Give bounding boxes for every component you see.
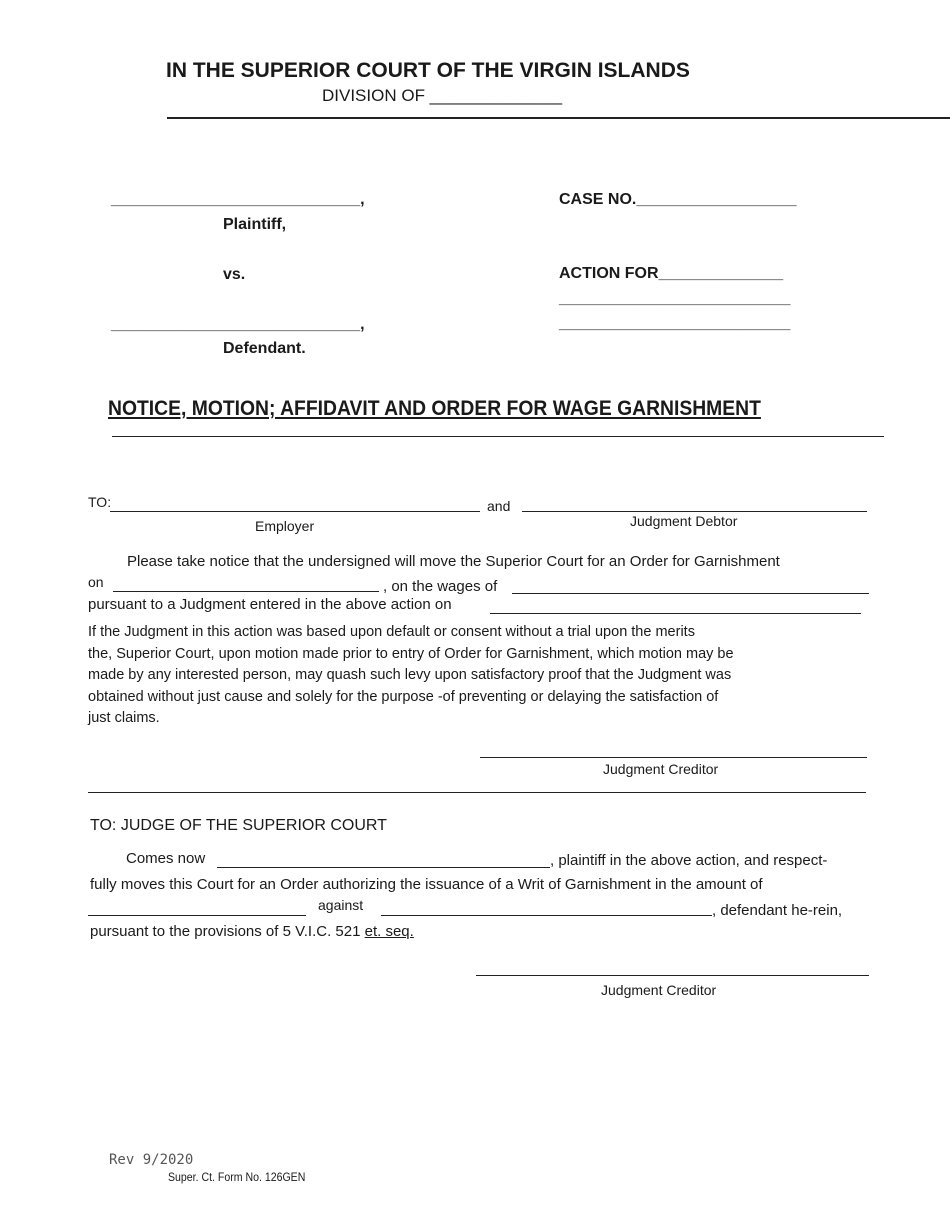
and-label: and xyxy=(487,498,511,514)
pursuant-provisions xyxy=(90,923,414,940)
plaintiff-name-field[interactable] xyxy=(217,867,550,868)
comes-now-label: Comes now xyxy=(126,850,206,867)
employer-field[interactable] xyxy=(110,511,480,512)
garnishment-date-field[interactable] xyxy=(113,591,379,592)
notice-line-1: Please take notice that the undersigned will move the Superior Court for an Order for Garnishment xyxy=(127,553,780,570)
vs-label: vs. xyxy=(223,266,246,283)
title-rule xyxy=(112,436,884,437)
judgment-debtor-label: Judgment Debtor xyxy=(630,513,738,529)
wages-of-label: , on the wages of xyxy=(383,578,498,595)
action-for-field[interactable]: ACTION FOR______________ xyxy=(559,265,784,282)
pursuant-label: pursuant to a Judgment entered in the above action on xyxy=(88,596,452,613)
quash-line-3: made by any interested person, may quash such levy upon satisfactory proof that the Judgment was xyxy=(88,667,732,683)
et-seq-text: et. seq. xyxy=(364,923,414,940)
creditor-label-1: Judgment Creditor xyxy=(603,761,719,777)
employer-label: Employer xyxy=(255,518,315,534)
defendant-text: , defendant he-rein, xyxy=(712,902,843,919)
quash-line-4: obtained without just cause and solely for the purpose -of preventing or delaying the satisfaction of xyxy=(88,688,719,705)
case-number-field[interactable]: CASE NO.__________________ xyxy=(559,191,797,208)
quash-paragraph xyxy=(88,622,734,730)
creditor-signature-line-2[interactable] xyxy=(476,975,869,976)
division-label: DIVISION OF ______________ xyxy=(322,86,563,105)
garnishment-amount-field[interactable] xyxy=(88,915,306,916)
action-for-line-3[interactable]: __________________________ xyxy=(559,315,791,332)
defendant-name-field[interactable] xyxy=(381,915,712,916)
wages-of-field[interactable] xyxy=(512,593,869,594)
section-divider xyxy=(88,792,866,793)
revision-date: Rev 9/2020 xyxy=(109,1152,194,1168)
to-label: TO: xyxy=(88,494,112,510)
against-label: against xyxy=(318,897,364,913)
action-for-line-2[interactable]: __________________________ xyxy=(559,290,791,307)
form-number: Super. Ct. Form No. 126GEN xyxy=(168,1170,306,1184)
to-judge-heading: TO: JUDGE OF THE SUPERIOR COURT xyxy=(90,817,387,834)
judgment-debtor-field[interactable] xyxy=(522,511,867,512)
plaintiff-blank[interactable]: ____________________________, xyxy=(111,191,365,208)
defendant-blank[interactable]: ____________________________, xyxy=(111,316,365,333)
creditor-signature-line-1[interactable] xyxy=(480,757,867,758)
quash-line-2: the, Superior Court, upon motion made prior to entry of Order for Garnishment, which motion may be xyxy=(88,645,734,662)
motion-line-2: fully moves this Court for an Order authorizing the issuance of a Writ of Garnishment in the amount of xyxy=(90,876,763,893)
court-title: IN THE SUPERIOR COURT OF THE VIRGIN ISLANDS xyxy=(166,59,690,82)
quash-line-5: just claims. xyxy=(88,710,160,726)
quash-line-1: If the Judgment in this action was based upon default or consent without a trial upon the merits xyxy=(88,624,695,640)
defendant-label: Defendant. xyxy=(223,340,306,357)
header-rule xyxy=(167,117,950,119)
judgment-date-field[interactable] xyxy=(490,613,861,614)
pursuant-text: pursuant to the provisions of 5 V.I.C. 521 xyxy=(90,923,361,940)
form-title: NOTICE, MOTION; AFFIDAVIT AND ORDER FOR WAGE GARNISHMENT xyxy=(108,397,761,420)
creditor-label-2: Judgment Creditor xyxy=(601,982,717,998)
on-label: on xyxy=(88,574,104,590)
plaintiff-text: , plaintiff in the above action, and respect- xyxy=(550,852,828,869)
plaintiff-label: Plaintiff, xyxy=(223,216,287,233)
